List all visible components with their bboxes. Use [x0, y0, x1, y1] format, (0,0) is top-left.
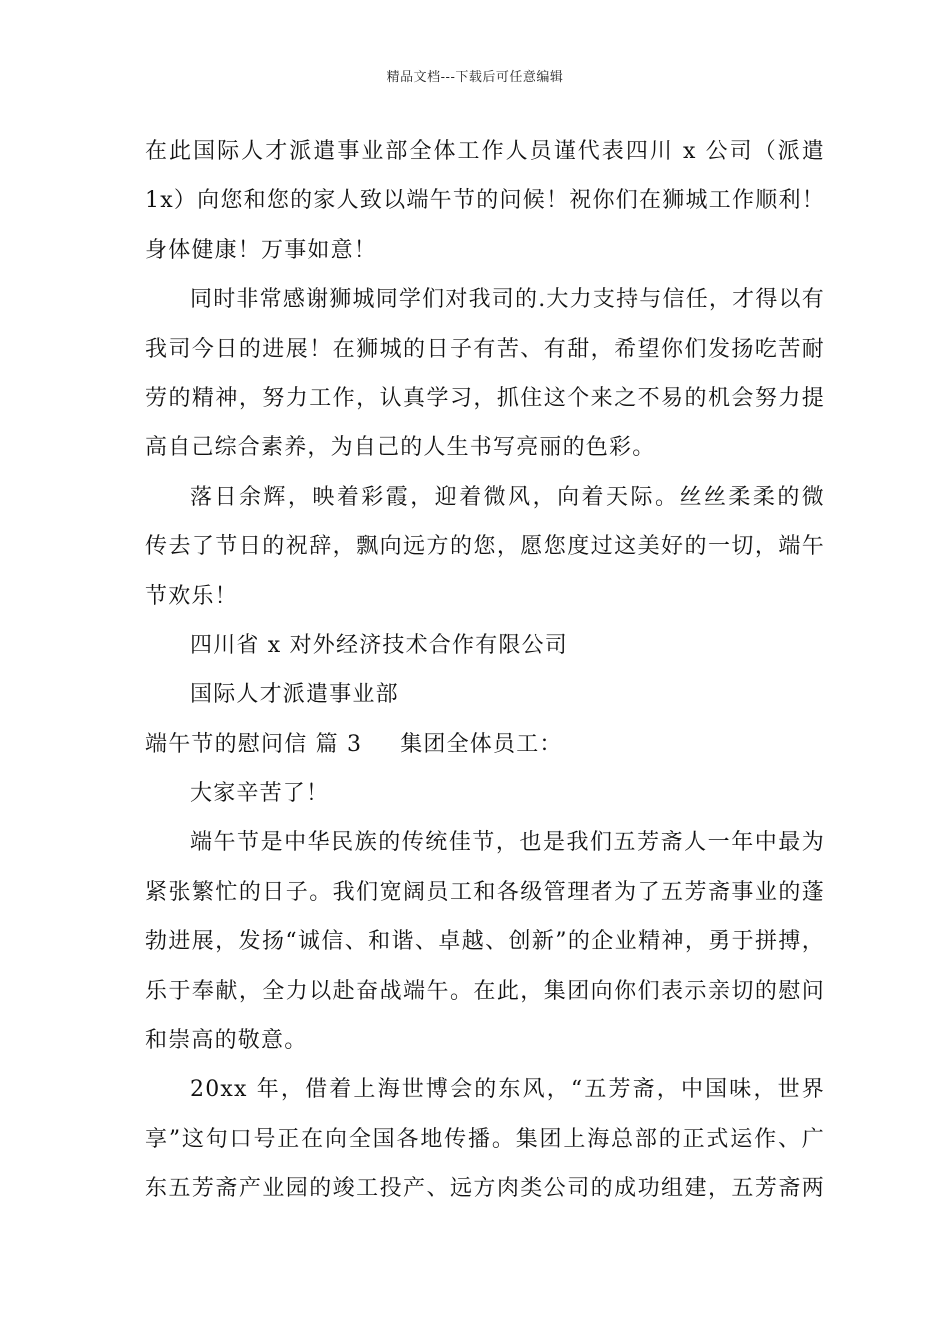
- document-body: [145, 127, 825, 1214]
- salutation: 集团全体员工：: [400, 731, 563, 757]
- paragraph-line: 乐于奉献，全力以赴奋战端午。在此，集团向你们表示亲切的慰问: [145, 978, 825, 1004]
- paragraph-line: 身体健康！万事如意！: [145, 237, 378, 263]
- paragraph-line: 我司今日的进展！在狮城的日子有苦、有甜，希望你们发扬吃苦耐: [145, 336, 825, 362]
- page-header: 精品文档---下载后可任意编辑: [386, 70, 564, 85]
- paragraph-line: 大家辛苦了！: [190, 781, 330, 807]
- paragraph-line: 在此国际人才派遣事业部全体工作人员谨代表四川 x 公司（派遣: [145, 139, 825, 164]
- paragraph-line: 1x）向您和您的家人致以端午节的问候！祝你们在狮城工作顺利！: [145, 188, 825, 214]
- signature-department: 国际人才派遣事业部: [190, 682, 399, 708]
- section-title: 端午节的慰问信 篇 3: [145, 731, 363, 757]
- paragraph-line: 和崇高的敬意。: [145, 1028, 308, 1054]
- paragraph-line: 同时非常感谢狮城同学们对我司的.大力支持与信任，才得以有: [190, 287, 825, 313]
- paragraph-line: 勃进展，发扬“诚信、和谐、卓越、创新”的企业精神，勇于拼搏，: [145, 929, 825, 955]
- paragraph-line: 落日余辉，映着彩霞，迎着微风，向着天际。丝丝柔柔的微: [190, 484, 825, 510]
- paragraph-line: 劳的精神，努力工作，认真学习，抓住这个来之不易的机会努力提: [145, 385, 825, 411]
- paragraph-line: 端午节是中华民族的传统佳节，也是我们五芳斋人一年中最为: [190, 830, 825, 856]
- signature-company: 四川省 x 对外经济技术合作有限公司: [190, 632, 568, 658]
- paragraph-line: 东五芳斋产业园的竣工投产、远方肉类公司的成功组建，五芳斋两: [145, 1176, 825, 1202]
- paragraph-line: 20xx 年，借着上海世博会的东风，“五芳斋，中国味，世界: [190, 1077, 825, 1103]
- paragraph-line: 紧张繁忙的日子。我们宽阔员工和各级管理者为了五芳斋事业的蓬: [145, 879, 825, 905]
- paragraph-line: 享”这句口号正在向全国各地传播。集团上海总部的正式运作、广: [145, 1126, 825, 1152]
- paragraph-line: 传去了节日的祝辞，飘向远方的您，愿您度过这美好的一切，端午: [145, 534, 825, 560]
- paragraph-line: 高自己综合素养，为自己的人生书写亮丽的色彩。: [145, 435, 656, 461]
- section-heading: [145, 720, 825, 769]
- paragraph-line: 节欢乐！: [145, 583, 238, 609]
